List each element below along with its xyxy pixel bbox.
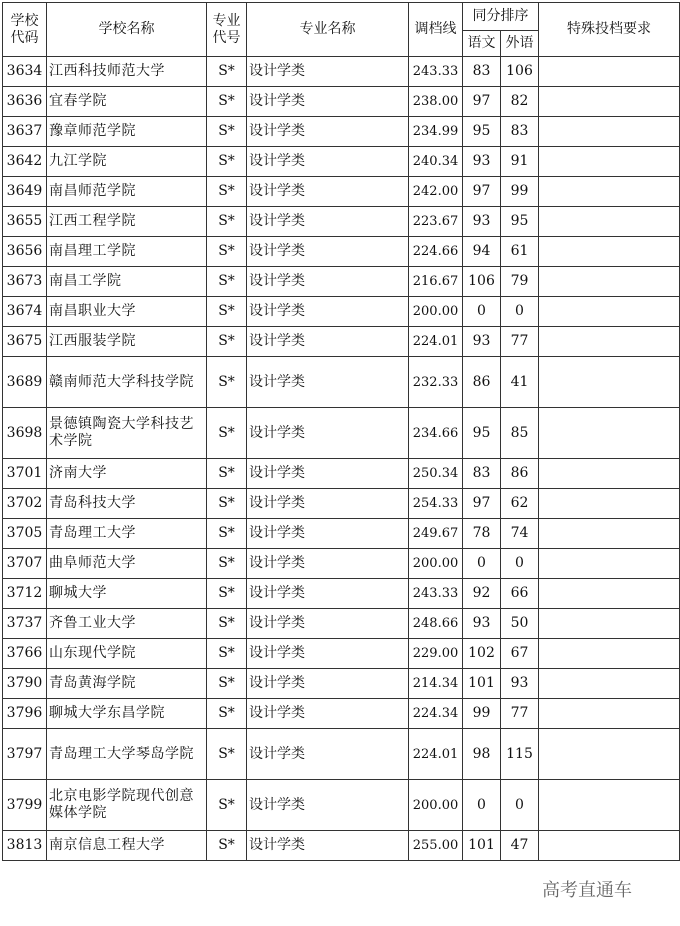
foreign-rank-cell: 79 <box>501 267 539 297</box>
admission-table <box>2 2 680 861</box>
major-code-cell: S* <box>207 729 247 780</box>
cutoff-score-cell: 238.00 <box>409 87 463 117</box>
foreign-rank-cell: 0 <box>501 780 539 831</box>
special-requirement-cell <box>539 87 680 117</box>
header-rank-group: 同分排序 <box>463 3 539 31</box>
special-requirement-cell <box>539 579 680 609</box>
foreign-rank-cell: 50 <box>501 609 539 639</box>
cutoff-score-cell: 234.66 <box>409 408 463 459</box>
school-code-cell: 3701 <box>3 459 47 489</box>
major-code-cell: S* <box>207 117 247 147</box>
special-requirement-cell <box>539 357 680 408</box>
major-name-cell: 设计学类 <box>247 237 409 267</box>
major-code-cell: S* <box>207 831 247 861</box>
special-requirement-cell <box>539 207 680 237</box>
foreign-rank-cell: 99 <box>501 177 539 207</box>
table-row <box>3 327 680 357</box>
school-code-cell: 3702 <box>3 489 47 519</box>
school-name-cell: 江西服装学院 <box>47 327 207 357</box>
cutoff-score-cell: 254.33 <box>409 489 463 519</box>
school-code-cell: 3642 <box>3 147 47 177</box>
school-code-cell: 3698 <box>3 408 47 459</box>
foreign-rank-cell: 85 <box>501 408 539 459</box>
school-name-cell: 南昌工学院 <box>47 267 207 297</box>
major-name-cell: 设计学类 <box>247 549 409 579</box>
chinese-rank-cell: 94 <box>463 237 501 267</box>
major-name-cell: 设计学类 <box>247 177 409 207</box>
school-code-cell: 3790 <box>3 669 47 699</box>
major-code-cell: S* <box>207 549 247 579</box>
special-requirement-cell <box>539 519 680 549</box>
school-name-cell: 赣南师范大学科技学院 <box>47 357 207 408</box>
school-name-cell: 山东现代学院 <box>47 639 207 669</box>
chinese-rank-cell: 92 <box>463 579 501 609</box>
cutoff-score-cell: 229.00 <box>409 639 463 669</box>
table-row <box>3 609 680 639</box>
special-requirement-cell <box>539 147 680 177</box>
school-name-cell: 齐鲁工业大学 <box>47 609 207 639</box>
school-name-cell: 青岛科技大学 <box>47 489 207 519</box>
foreign-rank-cell: 86 <box>501 459 539 489</box>
cutoff-score-cell: 223.67 <box>409 207 463 237</box>
chinese-rank-cell: 0 <box>463 297 501 327</box>
school-name-cell: 景德镇陶瓷大学科技艺术学院 <box>47 408 207 459</box>
special-requirement-cell <box>539 267 680 297</box>
foreign-rank-cell: 61 <box>501 237 539 267</box>
school-code-cell: 3707 <box>3 549 47 579</box>
chinese-rank-cell: 0 <box>463 780 501 831</box>
table-row <box>3 579 680 609</box>
table-row <box>3 267 680 297</box>
special-requirement-cell <box>539 549 680 579</box>
table-row <box>3 57 680 87</box>
table-row <box>3 207 680 237</box>
major-code-cell: S* <box>207 669 247 699</box>
chinese-rank-cell: 83 <box>463 57 501 87</box>
special-requirement-cell <box>539 831 680 861</box>
school-code-cell: 3712 <box>3 579 47 609</box>
school-name-cell: 聊城大学 <box>47 579 207 609</box>
header-chinese: 语文 <box>463 31 501 57</box>
major-code-cell: S* <box>207 780 247 831</box>
school-code-cell: 3656 <box>3 237 47 267</box>
major-name-cell: 设计学类 <box>247 327 409 357</box>
chinese-rank-cell: 101 <box>463 831 501 861</box>
major-code-cell: S* <box>207 237 247 267</box>
special-requirement-cell <box>539 609 680 639</box>
table-row <box>3 729 680 780</box>
major-name-cell: 设计学类 <box>247 117 409 147</box>
cutoff-score-cell: 200.00 <box>409 780 463 831</box>
foreign-rank-cell: 47 <box>501 831 539 861</box>
chinese-rank-cell: 83 <box>463 459 501 489</box>
chinese-rank-cell: 93 <box>463 327 501 357</box>
major-name-cell: 设计学类 <box>247 489 409 519</box>
major-name-cell: 设计学类 <box>247 207 409 237</box>
major-code-cell: S* <box>207 267 247 297</box>
cutoff-score-cell: 224.66 <box>409 237 463 267</box>
major-code-cell: S* <box>207 357 247 408</box>
school-code-cell: 3813 <box>3 831 47 861</box>
header-major-name: 专业名称 <box>247 3 409 57</box>
school-name-cell: 青岛理工大学 <box>47 519 207 549</box>
major-code-cell: S* <box>207 207 247 237</box>
table-row <box>3 408 680 459</box>
major-name-cell: 设计学类 <box>247 780 409 831</box>
cutoff-score-cell: 200.00 <box>409 297 463 327</box>
major-code-cell: S* <box>207 579 247 609</box>
chinese-rank-cell: 102 <box>463 639 501 669</box>
school-name-cell: 江西科技师范大学 <box>47 57 207 87</box>
foreign-rank-cell: 106 <box>501 57 539 87</box>
major-name-cell: 设计学类 <box>247 267 409 297</box>
foreign-rank-cell: 77 <box>501 699 539 729</box>
table-row <box>3 147 680 177</box>
major-name-cell: 设计学类 <box>247 831 409 861</box>
school-name-cell: 济南大学 <box>47 459 207 489</box>
header-school-code: 学校代码 <box>3 3 47 57</box>
chinese-rank-cell: 97 <box>463 87 501 117</box>
cutoff-score-cell: 216.67 <box>409 267 463 297</box>
table-row <box>3 117 680 147</box>
major-code-cell: S* <box>207 327 247 357</box>
chinese-rank-cell: 0 <box>463 549 501 579</box>
table-row <box>3 297 680 327</box>
school-name-cell: 江西工程学院 <box>47 207 207 237</box>
special-requirement-cell <box>539 297 680 327</box>
school-code-cell: 3737 <box>3 609 47 639</box>
cutoff-score-cell: 234.99 <box>409 117 463 147</box>
major-name-cell: 设计学类 <box>247 729 409 780</box>
chinese-rank-cell: 95 <box>463 408 501 459</box>
school-code-cell: 3689 <box>3 357 47 408</box>
special-requirement-cell <box>539 780 680 831</box>
cutoff-score-cell: 255.00 <box>409 831 463 861</box>
chinese-rank-cell: 93 <box>463 207 501 237</box>
major-name-cell: 设计学类 <box>247 669 409 699</box>
chinese-rank-cell: 98 <box>463 729 501 780</box>
school-name-cell: 曲阜师范大学 <box>47 549 207 579</box>
school-name-cell: 豫章师范学院 <box>47 117 207 147</box>
table-row <box>3 549 680 579</box>
table-row <box>3 489 680 519</box>
school-code-cell: 3675 <box>3 327 47 357</box>
special-requirement-cell <box>539 327 680 357</box>
special-requirement-cell <box>539 729 680 780</box>
major-name-cell: 设计学类 <box>247 357 409 408</box>
school-name-cell: 南昌职业大学 <box>47 297 207 327</box>
cutoff-score-cell: 248.66 <box>409 609 463 639</box>
cutoff-score-cell: 242.00 <box>409 177 463 207</box>
header-special: 特殊投档要求 <box>539 3 680 57</box>
major-code-cell: S* <box>207 639 247 669</box>
major-name-cell: 设计学类 <box>247 609 409 639</box>
cutoff-score-cell: 224.34 <box>409 699 463 729</box>
special-requirement-cell <box>539 177 680 207</box>
cutoff-score-cell: 232.33 <box>409 357 463 408</box>
school-name-cell: 北京电影学院现代创意媒体学院 <box>47 780 207 831</box>
table-row <box>3 459 680 489</box>
school-name-cell: 九江学院 <box>47 147 207 177</box>
school-code-cell: 3649 <box>3 177 47 207</box>
chinese-rank-cell: 99 <box>463 699 501 729</box>
major-name-cell: 设计学类 <box>247 459 409 489</box>
foreign-rank-cell: 62 <box>501 489 539 519</box>
school-name-cell: 青岛理工大学琴岛学院 <box>47 729 207 780</box>
header-school-name: 学校名称 <box>47 3 207 57</box>
school-name-cell: 宜春学院 <box>47 87 207 117</box>
chinese-rank-cell: 78 <box>463 519 501 549</box>
table-row <box>3 780 680 831</box>
table-row <box>3 357 680 408</box>
special-requirement-cell <box>539 57 680 87</box>
school-code-cell: 3655 <box>3 207 47 237</box>
cutoff-score-cell: 250.34 <box>409 459 463 489</box>
table-row <box>3 519 680 549</box>
special-requirement-cell <box>539 639 680 669</box>
school-code-cell: 3799 <box>3 780 47 831</box>
foreign-rank-cell: 115 <box>501 729 539 780</box>
header-foreign: 外语 <box>501 31 539 57</box>
major-name-cell: 设计学类 <box>247 147 409 177</box>
major-name-cell: 设计学类 <box>247 408 409 459</box>
special-requirement-cell <box>539 699 680 729</box>
major-code-cell: S* <box>207 489 247 519</box>
foreign-rank-cell: 93 <box>501 669 539 699</box>
chinese-rank-cell: 97 <box>463 177 501 207</box>
table-row <box>3 669 680 699</box>
table-row <box>3 831 680 861</box>
footer-brand: 高考直通车 <box>542 880 632 901</box>
foreign-rank-cell: 91 <box>501 147 539 177</box>
cutoff-score-cell: 224.01 <box>409 327 463 357</box>
major-code-cell: S* <box>207 459 247 489</box>
chinese-rank-cell: 106 <box>463 267 501 297</box>
cutoff-score-cell: 214.34 <box>409 669 463 699</box>
major-code-cell: S* <box>207 87 247 117</box>
cutoff-score-cell: 243.33 <box>409 57 463 87</box>
foreign-rank-cell: 74 <box>501 519 539 549</box>
school-code-cell: 3636 <box>3 87 47 117</box>
school-code-cell: 3797 <box>3 729 47 780</box>
foreign-rank-cell: 77 <box>501 327 539 357</box>
special-requirement-cell <box>539 489 680 519</box>
cutoff-score-cell: 243.33 <box>409 579 463 609</box>
school-code-cell: 3705 <box>3 519 47 549</box>
table-header <box>3 3 680 57</box>
major-code-cell: S* <box>207 699 247 729</box>
cutoff-score-cell: 200.00 <box>409 549 463 579</box>
school-code-cell: 3674 <box>3 297 47 327</box>
major-code-cell: S* <box>207 609 247 639</box>
cutoff-score-cell: 224.01 <box>409 729 463 780</box>
chinese-rank-cell: 101 <box>463 669 501 699</box>
school-name-cell: 南京信息工程大学 <box>47 831 207 861</box>
school-code-cell: 3766 <box>3 639 47 669</box>
foreign-rank-cell: 95 <box>501 207 539 237</box>
foreign-rank-cell: 0 <box>501 549 539 579</box>
foreign-rank-cell: 82 <box>501 87 539 117</box>
major-code-cell: S* <box>207 408 247 459</box>
school-name-cell: 南昌师范学院 <box>47 177 207 207</box>
major-code-cell: S* <box>207 57 247 87</box>
school-code-cell: 3634 <box>3 57 47 87</box>
cutoff-score-cell: 240.34 <box>409 147 463 177</box>
chinese-rank-cell: 93 <box>463 609 501 639</box>
header-major-code: 专业代号 <box>207 3 247 57</box>
special-requirement-cell <box>539 237 680 267</box>
foreign-rank-cell: 66 <box>501 579 539 609</box>
foreign-rank-cell: 67 <box>501 639 539 669</box>
header-cutoff: 调档线 <box>409 3 463 57</box>
table-row <box>3 87 680 117</box>
chinese-rank-cell: 95 <box>463 117 501 147</box>
major-code-cell: S* <box>207 177 247 207</box>
special-requirement-cell <box>539 117 680 147</box>
special-requirement-cell <box>539 669 680 699</box>
table-row <box>3 699 680 729</box>
major-code-cell: S* <box>207 297 247 327</box>
major-code-cell: S* <box>207 519 247 549</box>
table-body <box>3 57 680 861</box>
table-row <box>3 177 680 207</box>
special-requirement-cell <box>539 459 680 489</box>
major-name-cell: 设计学类 <box>247 57 409 87</box>
chinese-rank-cell: 97 <box>463 489 501 519</box>
chinese-rank-cell: 86 <box>463 357 501 408</box>
major-name-cell: 设计学类 <box>247 639 409 669</box>
foreign-rank-cell: 41 <box>501 357 539 408</box>
foreign-rank-cell: 0 <box>501 297 539 327</box>
major-name-cell: 设计学类 <box>247 297 409 327</box>
special-requirement-cell <box>539 408 680 459</box>
major-code-cell: S* <box>207 147 247 177</box>
major-name-cell: 设计学类 <box>247 87 409 117</box>
school-name-cell: 青岛黄海学院 <box>47 669 207 699</box>
foreign-rank-cell: 83 <box>501 117 539 147</box>
table-row <box>3 237 680 267</box>
school-name-cell: 南昌理工学院 <box>47 237 207 267</box>
school-code-cell: 3673 <box>3 267 47 297</box>
major-name-cell: 设计学类 <box>247 579 409 609</box>
school-code-cell: 3796 <box>3 699 47 729</box>
major-name-cell: 设计学类 <box>247 699 409 729</box>
school-name-cell: 聊城大学东昌学院 <box>47 699 207 729</box>
school-code-cell: 3637 <box>3 117 47 147</box>
cutoff-score-cell: 249.67 <box>409 519 463 549</box>
chinese-rank-cell: 93 <box>463 147 501 177</box>
major-name-cell: 设计学类 <box>247 519 409 549</box>
table-row <box>3 639 680 669</box>
